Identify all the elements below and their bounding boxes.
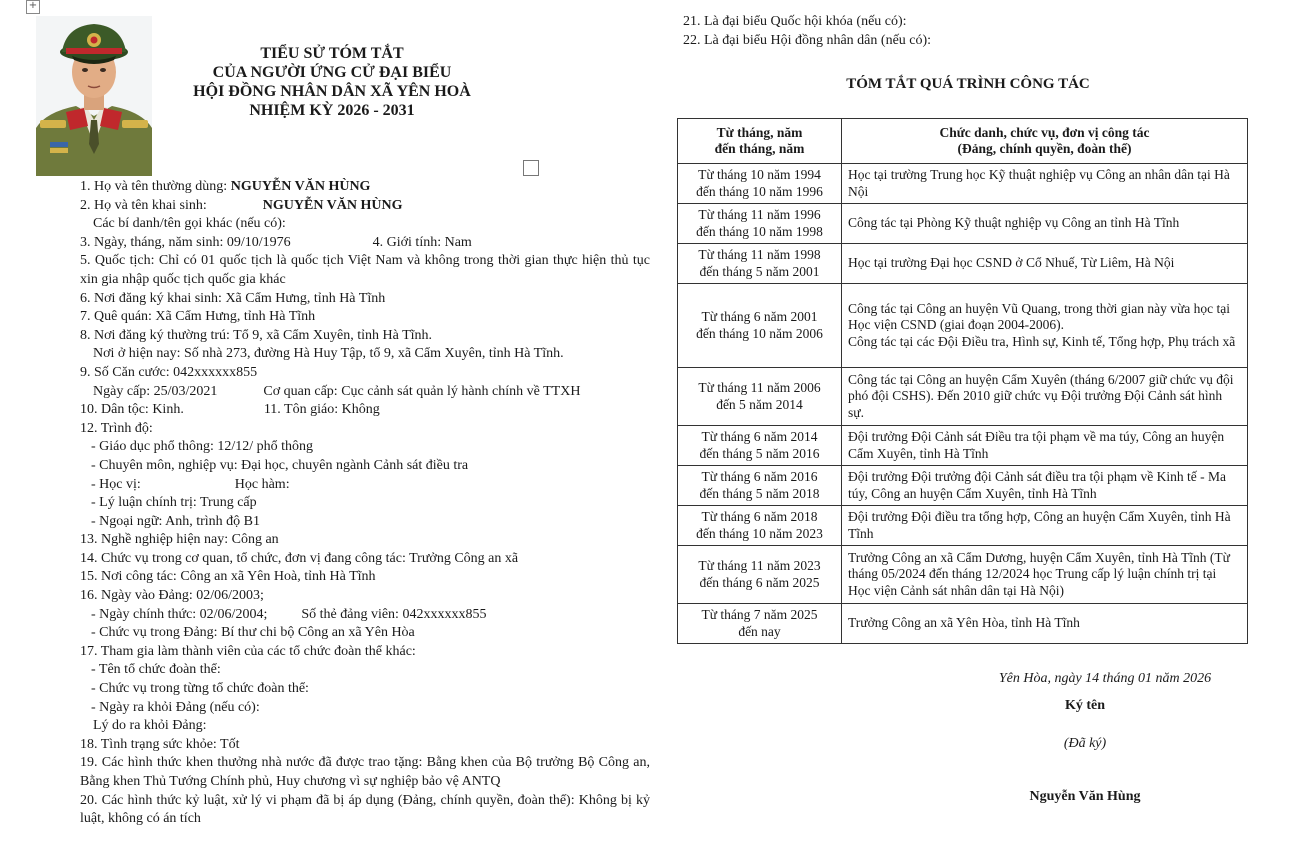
period-start: Từ tháng 6 năm 2016 — [701, 469, 818, 484]
period-cell — [678, 604, 842, 644]
item-id-number: 9. Số Căn cước: 042xxxxxx855 — [80, 364, 258, 380]
item-nationality: 5. Quốc tịch: Chỉ có 01 quốc tịch là quốc tịch Việt Nam và không trong thời gian thực hiện thủ tục xin gia nhập quốc tịch quốc gia khác — [80, 253, 650, 287]
id-issue-authority: Cơ quan cấp: Cục cảnh sát quản lý hành chính về TTXH — [263, 383, 581, 399]
description-cell: Công tác tại Công an huyện Cẩm Xuyên (tháng 6/2007 giữ chức vụ đội phó đội CSHS). Đến 2010 giữ chức vụ Đội trưởng Đội Cảnh sát hình sự. — [842, 368, 1248, 426]
period-start: Từ tháng 11 năm 2006 — [698, 380, 821, 395]
common-name-label: 1. Họ và tên thường dùng: — [80, 179, 228, 194]
item-party-exit-reason: Lý do ra khỏi Đảng: — [93, 718, 207, 734]
period-cell — [678, 204, 842, 244]
description-paragraph-2: Công tác tại các Đội Điều tra, Hình sự, Kinh tế, Tổng hợp, Phụ trách xã — [848, 333, 1236, 349]
title-line-3: HỘI ĐỒNG NHÂN DÂN XÃ YÊN HOÀ — [193, 83, 471, 100]
item-awards: 19. Các hình thức khen thưởng nhà nước đã được trao tặng: Bằng khen của Bộ trưởng Bộ Công an, Bằng khen Thủ Tướng Chính phủ, Huy chương vì sự nghiệp bảo vệ ANTQ — [80, 755, 650, 789]
period-end: đến tháng 10 năm 1998 — [696, 223, 823, 239]
period-cell — [678, 546, 842, 604]
signature-status: (Đã ký) — [1063, 736, 1107, 751]
common-name-value: NGUYỄN VĂN HÙNG — [230, 179, 371, 194]
item-id-issue — [80, 383, 650, 402]
table-row — [678, 466, 1248, 506]
description-cell: Trưởng Công an xã Cẩm Dương, huyện Cẩm Xuyên, tỉnh Hà Tĩnh (Từ tháng 05/2024 đến tháng 12/2024 học Trung cấp lý luận chính trị tại Học viện Cảnh sát nhân dân tại Hà Nội) — [842, 546, 1248, 604]
id-issue-date: Ngày cấp: 25/03/2021 — [93, 383, 218, 399]
description-header-line-2: (Đảng, chính quyền, đoàn thể) — [957, 141, 1132, 156]
period-end: đến tháng 10 năm 2006 — [696, 325, 823, 341]
signature-label: Ký tên — [1064, 698, 1106, 713]
description-paragraph-1: Công tác tại Công an huyện Vũ Quang, trong thời gian này vừa học tại Học viện CSND (giai đoạn 2004-2006). — [848, 300, 1231, 333]
period-start: Từ tháng 11 năm 1996 — [698, 207, 821, 222]
gender-text: 4. Giới tính: Nam — [372, 234, 472, 250]
table-row — [678, 164, 1248, 204]
move-handle-icon[interactable]: + — [26, 0, 40, 14]
period-end: đến tháng 5 năm 2018 — [699, 485, 820, 501]
description-cell: Đội trưởng Đội trưởng đội Cảnh sát điều tra tội phạm về Kinh tế - Ma túy, Công an huyện Cẩm Xuyên, tỉnh Hà Tĩnh — [842, 466, 1248, 506]
period-cell — [678, 368, 842, 426]
party-official-date: - Ngày chính thức: 02/06/2004; — [91, 606, 268, 622]
table-row — [678, 604, 1248, 644]
item-permanent-residence: 8. Nơi đăng ký thường trú: Tổ 9, xã Cẩm Xuyên, tỉnh Hà Tĩnh. — [80, 327, 433, 343]
item-peoples-council: 22. Là đại biểu Hội đồng nhân dân (nếu có): — [683, 33, 932, 48]
description-column-header — [842, 119, 1248, 164]
birthdate-text: 3. Ngày, tháng, năm sinh: 09/10/1976 — [80, 234, 291, 250]
period-header-line-1: Từ tháng, năm — [716, 124, 803, 140]
career-table — [677, 118, 1248, 644]
item-foreign-language: - Ngoại ngữ: Anh, trình độ B1 — [91, 513, 260, 529]
item-birth-name — [80, 197, 650, 216]
birth-name-label: 2. Họ và tên khai sinh: — [80, 197, 207, 213]
description-cell: Trưởng Công an xã Yên Hòa, tỉnh Hà Tĩnh — [842, 604, 1248, 644]
academic-title-label: Học hàm: — [234, 476, 290, 492]
signature-place-date: Yên Hòa, ngày 14 tháng 01 năm 2026 — [998, 671, 1212, 686]
period-start: Từ tháng 6 năm 2014 — [701, 429, 818, 444]
period-end: đến tháng 5 năm 2016 — [699, 445, 820, 461]
description-cell: Đội trưởng Đội Cảnh sát Điều tra tội phạm về ma túy, Công an huyện Cẩm Xuyên, tỉnh Hà Tĩnh — [842, 426, 1248, 466]
representative-info — [683, 12, 931, 50]
item-birth-registration: 6. Nơi đăng ký khai sinh: Xã Cẩm Hưng, tỉnh Hà Tĩnh — [80, 290, 386, 306]
item-degree — [80, 476, 650, 495]
period-end: đến tháng 5 năm 2001 — [699, 263, 820, 279]
description-cell: Học tại trường Trung học Kỹ thuật nghiệp vụ Công an nhân dân tại Hà Nội — [842, 164, 1248, 204]
candidate-portrait — [36, 16, 152, 176]
item-occupation: 13. Nghề nghiệp hiện nay: Công an — [80, 532, 279, 548]
period-header-line-2: đến tháng, năm — [714, 141, 805, 156]
period-end: đến tháng 6 năm 2025 — [699, 574, 820, 590]
item-position: 14. Chức vụ trong cơ quan, tổ chức, đơn vị đang công tác: Trưởng Công an xã — [80, 550, 519, 566]
portrait-illustration — [36, 16, 152, 176]
item-party-entry: 16. Ngày vào Đảng: 02/06/2003; — [80, 588, 264, 604]
career-table-header — [678, 119, 1248, 164]
item-party-position: - Chức vụ trong Đảng: Bí thư chi bộ Công an xã Yên Hòa — [91, 625, 415, 641]
item-hometown: 7. Quê quán: Xã Cẩm Hưng, tỉnh Hà Tĩnh — [80, 309, 316, 325]
table-row — [678, 284, 1248, 368]
table-row — [678, 368, 1248, 426]
biography-list — [80, 178, 650, 829]
description-cell — [842, 284, 1248, 368]
item-common-name — [80, 178, 650, 197]
period-start: Từ tháng 10 năm 1994 — [698, 167, 821, 182]
period-cell — [678, 426, 842, 466]
item-birthdate-gender — [80, 234, 650, 253]
period-start: Từ tháng 6 năm 2001 — [701, 309, 818, 324]
item-workplace: 15. Nơi công tác: Công an xã Yên Hoà, tỉnh Hà Tĩnh — [80, 569, 376, 585]
item-discipline: 20. Các hình thức kỷ luật, xử lý vi phạm đã bị áp dụng (Đảng, chính quyền, đoàn thể): Không bị kỷ luật, không có án tích — [80, 792, 650, 827]
period-end: đến nay — [738, 623, 781, 639]
description-cell: Học tại trường Đại học CSND ở Cổ Nhuế, Từ Liêm, Hà Nội — [842, 244, 1248, 284]
signer-name: Nguyễn Văn Hùng — [1029, 789, 1141, 804]
period-end: đến tháng 10 năm 2023 — [696, 525, 823, 541]
item-national-assembly: 21. Là đại biểu Quốc hội khóa (nếu có): — [683, 14, 907, 29]
item-organizations: 17. Tham gia làm thành viên của các tổ chức đoàn thể khác: — [80, 643, 416, 659]
table-row — [678, 426, 1248, 466]
period-cell — [678, 506, 842, 546]
title-line-4: NHIỆM KỲ 2026 - 2031 — [249, 102, 415, 119]
item-health: 18. Tình trạng sức khỏe: Tốt — [80, 736, 240, 752]
item-political-theory: - Lý luận chính trị: Trung cấp — [91, 495, 257, 511]
item-party-official — [80, 606, 650, 625]
career-section-title: TÓM TẮT QUÁ TRÌNH CÔNG TÁC — [846, 76, 1090, 92]
table-row — [678, 204, 1248, 244]
degree-label: - Học vị: — [91, 476, 141, 492]
title-line-1: TIỂU SỬ TÓM TẮT — [260, 45, 404, 62]
period-column-header — [678, 119, 842, 164]
item-organization-name: - Tên tổ chức đoàn thể: — [91, 662, 221, 678]
period-cell — [678, 244, 842, 284]
period-cell — [678, 164, 842, 204]
document-title — [168, 44, 496, 120]
period-cell — [678, 284, 842, 368]
item-education-header: 12. Trình độ: — [80, 420, 153, 436]
period-cell — [678, 466, 842, 506]
period-start: Từ tháng 6 năm 2018 — [701, 509, 818, 524]
period-start: Từ tháng 11 năm 1998 — [698, 247, 821, 262]
item-ethnicity-religion — [80, 401, 650, 420]
title-line-2: CỦA NGƯỜI ỨNG CỬ ĐẠI BIỂU — [212, 64, 452, 81]
table-row — [678, 506, 1248, 546]
table-row — [678, 546, 1248, 604]
description-header-line-1: Chức danh, chức vụ, đơn vị công tác — [939, 124, 1150, 140]
item-aliases: Các bí danh/tên gọi khác (nếu có): — [93, 216, 286, 232]
ethnicity-text: 10. Dân tộc: Kinh. — [80, 402, 184, 418]
table-row — [678, 244, 1248, 284]
empty-checkbox[interactable] — [523, 160, 539, 176]
period-end: đến tháng 10 năm 1996 — [696, 183, 823, 199]
item-party-exit-date: - Ngày ra khỏi Đảng (nếu có): — [91, 699, 260, 715]
item-general-education: - Giáo dục phổ thông: 12/12/ phổ thông — [91, 439, 314, 455]
period-end: đến 5 năm 2014 — [716, 396, 803, 412]
period-start: Từ tháng 7 năm 2025 — [701, 607, 818, 622]
item-organization-role: - Chức vụ trong từng tổ chức đoàn thể: — [91, 681, 309, 697]
description-cell: Công tác tại Phòng Kỹ thuật nghiệp vụ Công an tỉnh Hà Tĩnh — [842, 204, 1248, 244]
religion-text: 11. Tôn giáo: Không — [263, 402, 380, 418]
party-card-number: Số thẻ đảng viên: 042xxxxxx855 — [301, 606, 487, 622]
item-specialization: - Chuyên môn, nghiệp vụ: Đại học, chuyên ngành Cảnh sát điều tra — [91, 457, 469, 473]
description-cell: Đội trưởng Đội điều tra tổng hợp, Công an huyện Cẩm Xuyên, tỉnh Hà Tĩnh — [842, 506, 1248, 546]
item-current-residence: Nơi ở hiện nay: Số nhà 273, đường Hà Huy Tập, tổ 9, xã Cẩm Xuyên, tỉnh Hà Tĩnh. — [93, 346, 564, 362]
period-start: Từ tháng 11 năm 2023 — [698, 558, 821, 573]
birth-name-value: NGUYỄN VĂN HÙNG — [262, 197, 403, 213]
